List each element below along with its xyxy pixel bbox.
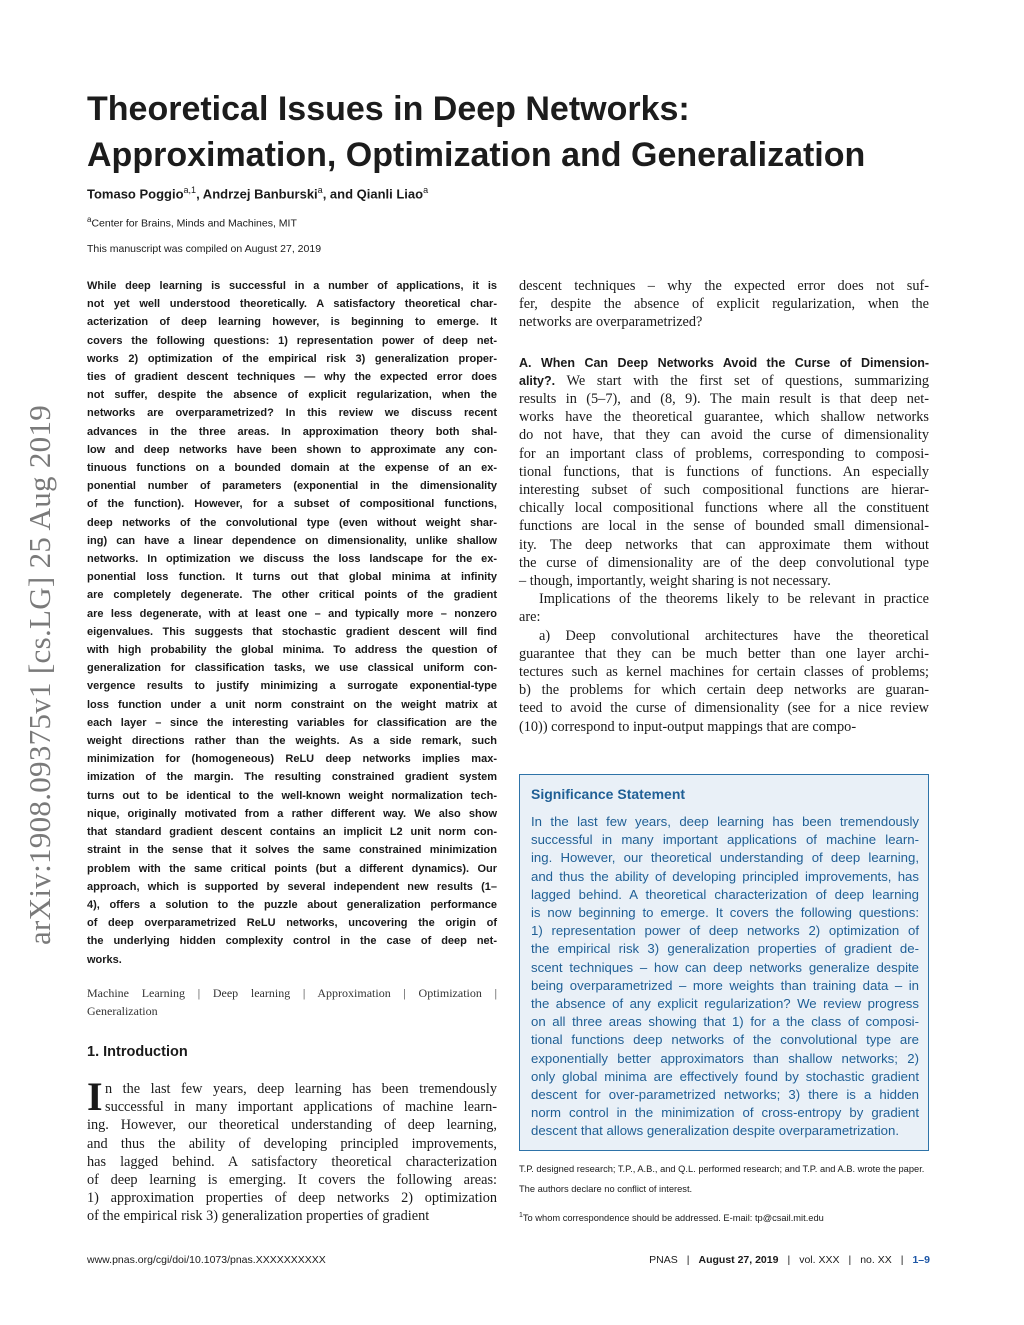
footer-journal: PNAS [649, 1254, 678, 1266]
significance-line: successful in many important applications of machine learn- [531, 832, 919, 848]
abstract-line: not suffer, despite the absence of explicit regularization, when the [87, 389, 497, 402]
body-line: descent techniques – why the expected error does not suf- [519, 278, 929, 294]
abstract-line: ponential number of parameters (exponential in the dimensionality [87, 480, 497, 493]
footer-journal-info: PNAS | August 27, 2019 | vol. XXX | no. XX | 1–9 [649, 1254, 930, 1266]
section-a [519, 354, 929, 736]
body-line: fer, despite the absence of explicit regularization, when the [519, 296, 929, 313]
abstract-line: vergence results to justify minimizing a surrogate exponential-type [87, 680, 497, 693]
right-column [519, 277, 929, 736]
authors [87, 185, 428, 201]
abstract-line: are less degenerate, with at least one – and typically more – nonzero [87, 607, 497, 620]
abstract-line: approach, which is supported by several independent new results (1– [87, 880, 497, 893]
abstract-line: not yet well understood theoretically. A satisfactory theoretical char- [87, 298, 497, 311]
significance-line: ing. However, our theoretical understanding of deep learning, [531, 850, 919, 866]
section-a-heading-cont: ality?. [519, 373, 556, 388]
keywords [87, 984, 497, 1021]
significance-line: tional functions deep networks of the convolutional type are [531, 1032, 919, 1048]
section-a-line: functions are local in the sense of bounded small dimensional- [519, 518, 929, 535]
title-line-1: Theoretical Issues in Deep Networks: [87, 90, 690, 128]
section-a-line: Implications of the theorems likely to be relevant in practice [539, 591, 929, 608]
author-2: , Andrzej Banburski [196, 186, 318, 202]
body-line: networks are overparametrized? [519, 314, 703, 331]
intro-line: of deep learning is emerging. It covers the following areas: [87, 1172, 497, 1189]
abstract-line: weight directions rather than the weights. As a side remark, such [87, 735, 497, 748]
section-a-line: ity. The deep networks that can approximate them without [519, 536, 929, 553]
abstract-line: 4), offers a solution to the puzzle about generalization performance [87, 898, 497, 911]
abstract-line: While deep learning is successful in a number of applications, it is [87, 280, 497, 292]
section-a-line: teed to avoid the curse of dimensionality (see for a nice review [519, 700, 929, 717]
significance-line: on all three areas showing that 1) for a the class of composi- [531, 1014, 919, 1030]
abstract-line: ties of gradient descent techniques — why the expected error does [87, 371, 497, 384]
section-a-heading: A. When Can Deep Networks Avoid the Curse of Dimension- [519, 355, 929, 370]
section-a-line [519, 372, 929, 390]
title-line-2: Approximation, Optimization and Generalization [87, 136, 866, 174]
abstract-line: with high probability the global minima. To address the question of [87, 644, 497, 657]
section-a-line: (10)) correspond to input-output mappings that are compo- [519, 718, 857, 735]
abstract [87, 277, 497, 969]
affiliation-text: Center for Brains, Minds and Machines, MIT [91, 217, 297, 230]
abstract-line: works. [87, 953, 122, 966]
author-3: , and Qianli Liao [322, 186, 424, 202]
intro-line: has lagged behind. A satisfactory theoretical characterization [87, 1153, 497, 1170]
paper-title [87, 86, 967, 178]
footer-doi-link[interactable]: www.pnas.org/cgi/doi/10.1073/pnas.XXXXXXXXXX [87, 1254, 326, 1266]
section-a-line: tectures such as kernel machines for certain classes of problems; [519, 664, 929, 681]
abstract-line: works 2) optimization of the empirical risk 3) generalization proper- [87, 352, 497, 365]
arxiv-stamp-text: arXiv:1908.09375v1 [cs.LG] 25 Aug 2019 [22, 404, 57, 945]
conflict-statement: The authors declare no conflict of interest. [519, 1184, 693, 1194]
abstract-line: low and deep networks have been shown to approximate any con- [87, 443, 497, 456]
abstract-line: are completely degenerate. The other critical points of the gradient [87, 589, 497, 602]
significance-line: the empirical risk 3) generalization properties of gradient de- [531, 941, 919, 957]
abstract-line: that standard gradient descent contains an implicit L2 unit norm con- [87, 826, 497, 839]
section-a-line: – though, importantly, weight sharing is not necessary. [519, 573, 831, 590]
author-2-sup: a [317, 185, 323, 195]
abstract-line: networks. In optimization we discuss the loss landscape for the ex- [87, 553, 497, 566]
significance-line: norm control in the minimization of cross-entropy by gradient [531, 1105, 919, 1121]
significance-line: descent that allows generalization despite overparametrization. [531, 1123, 899, 1139]
abstract-line: networks are overparametrized? In this review we discuss recent [87, 407, 497, 420]
abstract-line: nique, originally motivated from a rather different way. We also show [87, 807, 497, 820]
section-a-heading-line [519, 354, 929, 372]
correspondence-sup: 1 [519, 1212, 523, 1219]
footer-date: August 27, 2019 [698, 1254, 779, 1266]
affiliation [87, 215, 297, 230]
keywords-line: Machine Learning | Deep learning | Approximation | Optimization | [87, 985, 497, 1000]
author-3-sup: a [423, 185, 429, 195]
significance-line: In the last few years, deep learning has been tremendously [531, 814, 919, 829]
abstract-line: of deep overparametrized ReLU networks, uncovering the origin of [87, 917, 497, 930]
intro-line: ing. However, our theoretical understanding of deep learning, [87, 1117, 497, 1134]
significance-title: Significance Statement [531, 786, 686, 802]
significance-line: and thus the ability of developing principled improvements, has [531, 868, 919, 884]
section-a-line-text: We start with the first set of questions, summarizing [555, 372, 929, 389]
significance-line: the absence of any explicit regularization? We review progress [531, 996, 919, 1012]
correspondence-text: To whom correspondence should be addressed. E-mail: tp@csail.mit.edu [522, 1213, 824, 1224]
abstract-line: of the function). However, for a subset of compositional functions, [87, 498, 497, 511]
abstract-line: ing) can have a linear dependence on dimensionality, unlike shallow [87, 534, 497, 547]
significance-line: scent techniques – how can deep networks generalize despite [531, 959, 919, 975]
keywords-line: Generalization [87, 1004, 158, 1019]
abstract-line: each layer – since the interesting variables for classification are the [87, 716, 497, 729]
abstract-line: imization of the margin. The resulting constrained gradient system [87, 771, 497, 784]
author-1-sup: a,1 [183, 185, 197, 195]
affiliation-sup: a [87, 215, 92, 224]
footer-pages: 1–9 [912, 1254, 930, 1266]
abstract-line: eigenvalues. This suggests that stochastic gradient descent will find [87, 625, 497, 638]
intro-line: of the empirical risk 3) generalization properties of gradient [87, 1208, 430, 1225]
significance-line: lagged behind. A theoretical characterization of deep learning [531, 886, 919, 902]
intro-heading: 1. Introduction [87, 1044, 188, 1060]
section-a-line: tional functions, that is functions of functions. An especially [519, 463, 929, 480]
abstract-line: acterization of deep learning however, is beginning to emerge. It [87, 316, 497, 329]
significance-line: only global minima are effectively found by stochastic gradient [531, 1068, 919, 1084]
left-column [87, 277, 497, 1021]
abstract-line: problem with the same critical points (but a different dynamics). Our [87, 862, 497, 875]
intro-line: 1) approximation properties of deep networks 2) optimization [87, 1190, 497, 1207]
abstract-line: covers the following questions: 1) representation power of deep net- [87, 334, 497, 347]
significance-line: exponentially better approximators than shallow networks; 2) [531, 1050, 919, 1066]
right-top-text [519, 277, 929, 332]
section-a-line: chically local compositional functions where all the constituent [519, 500, 929, 517]
abstract-line: turns out to be identical to the well-known weight normalization tech- [87, 789, 497, 802]
section-a-line: b) the problems for which certain deep networks are guaran- [519, 682, 929, 699]
footer-no: no. XX [860, 1254, 892, 1266]
abstract-line: ponential loss function. It turns out that global minima at infinity [87, 571, 497, 584]
abstract-line: the underlying hidden complexity control in the case of deep net- [87, 935, 497, 948]
abstract-line: loss function under a unit norm constraint on the weight matrix at [87, 698, 497, 711]
abstract-line: advances in the three areas. In approximation theory both shal- [87, 425, 497, 438]
section-a-line: for an important class of problems, corresponding to composi- [519, 445, 929, 462]
significance-body [531, 813, 919, 1141]
abstract-line: generalization for classification tasks, we use classical uniform con- [87, 662, 497, 675]
abstract-line: deep networks of the convolutional type (even without weight shar- [87, 516, 497, 529]
significance-line: 1) representation power of deep networks 2) optimization of [531, 923, 919, 939]
significance-statement [519, 774, 929, 1151]
abstract-line: tinuous functions on a bounded domain at the expense of an ex- [87, 462, 497, 475]
abstract-line: straint in the sense that it solves the same constrained minimization [87, 844, 497, 857]
section-a-line: are: [519, 609, 541, 626]
section-a-line: the curse of dimensionality are of the deep convolutional type [519, 554, 929, 571]
author-1: Tomaso Poggio [87, 186, 184, 202]
intro-line: and thus the ability of developing principled improvements, [87, 1135, 497, 1152]
correspondence-note [519, 1212, 824, 1223]
significance-line: is now beginning to emerge. It covers the following questions: [531, 905, 919, 921]
section-a-line: works have the theoretical guarantee, which shallow networks [519, 409, 929, 426]
compiled-date: This manuscript was compiled on August 27, 2019 [87, 243, 322, 255]
intro-line: successful in many important applications of machine learn- [105, 1099, 497, 1116]
section-a-line: interesting subset of such compositional functions are hierar- [519, 482, 929, 499]
intro-body [87, 1074, 497, 1226]
section-a-line: guarantee that they can be much better than one layer archi- [519, 645, 929, 662]
section-a-line: do not have, that they can avoid the curse of dimensionality [519, 427, 929, 444]
intro-line: n the last few years, deep learning has been tremendously [105, 1081, 497, 1097]
intro-dropcap: I [87, 1074, 103, 1119]
abstract-line: minimization for (homogeneous) ReLU deep networks implies max- [87, 753, 497, 766]
section-a-line: a) Deep convolutional architectures have the theoretical [539, 627, 929, 644]
significance-line: descent for over-parametrized networks; 3) there is a hidden [531, 1087, 919, 1103]
footer-vol: vol. XXX [799, 1254, 840, 1266]
author-contributions: T.P. designed research; T.P., A.B., and Q.L. performed research; and T.P. and A.B. wrote the paper. [519, 1164, 925, 1174]
section-a-body [519, 372, 929, 736]
significance-line: being overparametrized – more weights than training data – in [531, 977, 919, 993]
section-a-line: results in (5–7), and (8, 9). The main result is that deep net- [519, 391, 929, 408]
